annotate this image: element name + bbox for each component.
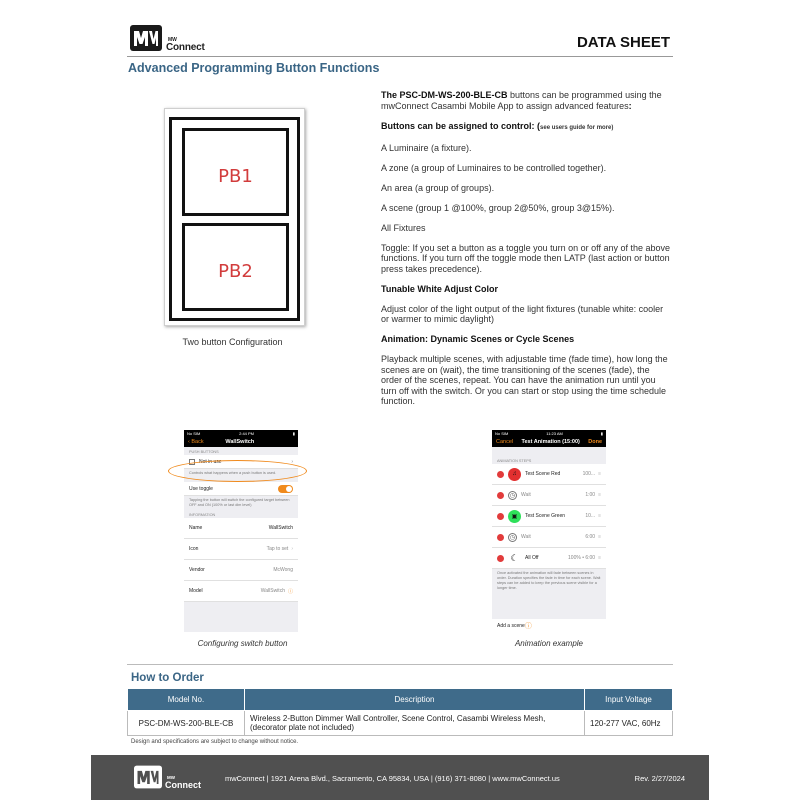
footer bbox=[91, 755, 709, 800]
switch-plate-outline bbox=[169, 117, 300, 321]
intro-paragraph bbox=[381, 90, 673, 111]
voltage-cell: 120-277 VAC, 60Hz bbox=[585, 711, 673, 736]
control-heading bbox=[381, 121, 673, 134]
step-row[interactable] bbox=[492, 527, 606, 548]
moon-icon: ☾ bbox=[510, 552, 519, 563]
all-fixtures-item: All Fixtures bbox=[381, 222, 426, 233]
model-label: Model bbox=[189, 588, 203, 594]
footer-logo-connect: Connect bbox=[165, 780, 201, 790]
clock: 2:44 PM bbox=[239, 431, 255, 436]
icon-value: Tap to set bbox=[266, 546, 289, 552]
two-button-figure bbox=[164, 108, 305, 326]
tunable-paragraph: Adjust color of the light output of the light fixtures (tunable white: cooler or warmer to mimic daylight) bbox=[381, 303, 664, 324]
order-title: How to Order bbox=[131, 672, 204, 684]
logo-connect-text: Connect bbox=[166, 42, 205, 53]
model-bold: The PSC-DM-WS-200-BLE-CB bbox=[381, 90, 508, 100]
animation-caption: Animation example bbox=[514, 639, 584, 648]
column-header: Input Voltage bbox=[585, 689, 673, 711]
header-divider bbox=[127, 56, 673, 57]
name-label: Name bbox=[189, 525, 203, 531]
add-scene-row[interactable] bbox=[492, 619, 606, 632]
push-note: Controls what happens when a push button is used. bbox=[189, 471, 277, 475]
footer-logo bbox=[134, 764, 204, 792]
battery-icon: ▮ bbox=[292, 431, 295, 436]
model-value: WallSwitch bbox=[260, 588, 285, 594]
brand-logo bbox=[130, 24, 205, 54]
use-toggle-label: Use toggle bbox=[189, 485, 213, 492]
vendor-row bbox=[184, 560, 298, 581]
drag-handle-icon[interactable]: ≡ bbox=[598, 534, 601, 540]
control-note: see users guide for more) bbox=[540, 124, 614, 131]
chevron-right-icon: › bbox=[291, 458, 293, 465]
cancel-button[interactable]: Cancel bbox=[496, 438, 514, 445]
zone-item: A zone (a group of Luminaires to be controlled together). bbox=[381, 162, 607, 173]
intro-colon: : bbox=[628, 100, 632, 111]
step-row[interactable] bbox=[492, 485, 606, 506]
vendor-value: McWong bbox=[273, 567, 293, 573]
done-button[interactable]: Done bbox=[588, 438, 602, 445]
remove-icon[interactable] bbox=[497, 555, 504, 562]
section-title: Advanced Programming Button Functions bbox=[128, 61, 380, 75]
animation-steps-header: ANIMATION STEPS bbox=[497, 459, 532, 463]
table-row bbox=[128, 711, 673, 736]
step-label: Wait bbox=[521, 534, 531, 540]
remove-icon[interactable] bbox=[497, 492, 504, 499]
scene-red-icon: ♫ bbox=[508, 468, 521, 481]
mw-logo-icon bbox=[134, 764, 162, 790]
scene-green-icon: ▣ bbox=[508, 510, 521, 523]
column-header: Model No. bbox=[128, 689, 245, 711]
toggle-paragraph: Toggle: If you set a button as a toggle you turn on or off any of the above functions. If you turn off the toggle mode then LATP (last action or button press takes precedence). bbox=[381, 242, 671, 274]
animation-screenshot bbox=[492, 430, 606, 632]
push-button-2 bbox=[182, 223, 289, 311]
timer-icon: ◷ bbox=[509, 492, 516, 499]
pb2-label: PB2 bbox=[218, 261, 253, 282]
animation-heading-text: Animation: Dynamic Scenes or Cycle Scenes bbox=[381, 334, 575, 344]
animation-note: Once activated the animation will fade between scenes in order. Duration specifies the fade in time for each scene. Wait steps can be added to keep the previous scene visible for a longer time. bbox=[497, 571, 601, 590]
tunable-heading-text: Tunable White Adjust Color bbox=[381, 283, 498, 294]
icon-label: Icon bbox=[189, 546, 199, 552]
icon-row[interactable] bbox=[184, 539, 298, 560]
feature-description bbox=[381, 90, 673, 416]
mw-logo-icon bbox=[130, 24, 162, 52]
drag-handle-icon[interactable]: ≡ bbox=[598, 555, 601, 561]
name-row[interactable] bbox=[184, 518, 298, 539]
revision-date: Rev. 2/27/2024 bbox=[634, 774, 685, 783]
animation-heading bbox=[381, 334, 673, 345]
luminaire-item: A Luminaire (a fixture). bbox=[381, 142, 472, 153]
figure-caption: Two button Configuration bbox=[182, 337, 283, 347]
carrier: No SIM bbox=[495, 431, 509, 436]
chevron-left-icon: ‹ bbox=[188, 438, 192, 445]
name-value: WallSwitch bbox=[268, 525, 293, 531]
carrier: No SIM bbox=[187, 431, 201, 436]
step-row[interactable] bbox=[492, 464, 606, 485]
animation-paragraph: Playback multiple scenes, with adjustable time (fade time), how long the scenes are on (wait), the time transitioning of the scenes (fade), the order of the scenes, repeat. You can have the animation run until you turn off with the switch. Or you can start or stop using the time schedule function. bbox=[381, 354, 668, 406]
information-header: INFORMATION bbox=[189, 513, 216, 517]
use-toggle-row[interactable] bbox=[184, 482, 298, 496]
push-buttons-header: PUSH BUTTONS bbox=[189, 450, 219, 454]
timer-icon: ◷ bbox=[509, 534, 516, 541]
back-label: Back bbox=[191, 438, 204, 445]
remove-icon[interactable] bbox=[497, 513, 504, 520]
nav-bar bbox=[492, 436, 606, 447]
step-value: 10... bbox=[585, 513, 596, 519]
order-divider bbox=[127, 664, 673, 665]
info-icon[interactable]: ⓘ bbox=[524, 622, 532, 630]
area-item: An area (a group of groups). bbox=[381, 182, 495, 193]
drag-handle-icon[interactable]: ≡ bbox=[598, 492, 601, 498]
nav-bar bbox=[184, 436, 298, 447]
step-row[interactable] bbox=[492, 548, 606, 569]
document-type: DATA SHEET bbox=[576, 34, 670, 51]
logo-mw-text: MW bbox=[168, 37, 177, 43]
assignment-value: Not in use bbox=[199, 458, 222, 465]
remove-icon[interactable] bbox=[497, 471, 504, 478]
battery-icon: ▮ bbox=[600, 431, 603, 436]
step-label: Wait bbox=[521, 492, 531, 498]
company-contact: mwConnect | 1921 Arena Blvd., Sacramento, CA 95834, USA | (916) 371-8080 | www.mwConnect.us bbox=[225, 774, 560, 783]
nav-title: WallSwitch bbox=[225, 438, 255, 445]
highlight-ellipse bbox=[168, 460, 307, 482]
clock: 11:23 AM bbox=[546, 431, 563, 436]
control-heading-text: Buttons can be assigned to control: ( bbox=[381, 120, 541, 131]
back-button[interactable] bbox=[188, 439, 204, 445]
model-cell: PSC-DM-WS-200-BLE-CB bbox=[128, 711, 245, 736]
push-button-1 bbox=[182, 128, 289, 216]
pb1-label: PB1 bbox=[218, 166, 253, 187]
disclaimer: Design and specifications are subject to change without notice. bbox=[131, 739, 299, 745]
order-table bbox=[127, 688, 673, 736]
description-cell: Wireless 2-Button Dimmer Wall Controller, Scene Control, Casambi Wireless Mesh, (decorator plate not included) bbox=[245, 711, 585, 736]
intro-text: buttons can be programmed using the mwConnect Casambi Mobile App to assign advanced features bbox=[381, 90, 662, 111]
table-header-row bbox=[128, 689, 673, 711]
step-label: All Off bbox=[525, 555, 539, 561]
drag-handle-icon[interactable]: ≡ bbox=[598, 471, 601, 477]
step-value: 100% • 6:00 bbox=[568, 555, 596, 561]
step-row[interactable] bbox=[492, 506, 606, 527]
remove-icon[interactable] bbox=[497, 534, 504, 541]
footer-logo-mw: MW bbox=[167, 775, 175, 780]
model-row bbox=[184, 581, 298, 602]
column-header: Description bbox=[245, 689, 585, 711]
step-value: 1:00 bbox=[585, 492, 596, 498]
step-label: Test Scene Red bbox=[525, 471, 561, 477]
toggle-switch[interactable] bbox=[278, 485, 293, 493]
scene-item: A scene (group 1 @100%, group 2@50%, group 3@15%). bbox=[381, 202, 615, 213]
vendor-label: Vendor bbox=[189, 567, 205, 573]
add-scene-label: Add a scene bbox=[497, 622, 525, 629]
tunable-heading bbox=[381, 284, 673, 295]
switch-caption: Configuring switch button bbox=[197, 639, 288, 648]
step-value: 6:00 bbox=[585, 534, 596, 540]
step-value: 100... bbox=[582, 471, 596, 477]
step-label: Test Scene Green bbox=[525, 513, 566, 519]
chevron-right-icon: › bbox=[291, 546, 293, 552]
toggle-note: Tapping the button will switch the configured target between OFF and ON (100% or last dim level) bbox=[189, 498, 290, 507]
info-icon[interactable]: ⓘ bbox=[287, 588, 293, 595]
nav-title: Test Animation (15:00) bbox=[521, 438, 580, 445]
drag-handle-icon[interactable]: ≡ bbox=[598, 513, 601, 519]
